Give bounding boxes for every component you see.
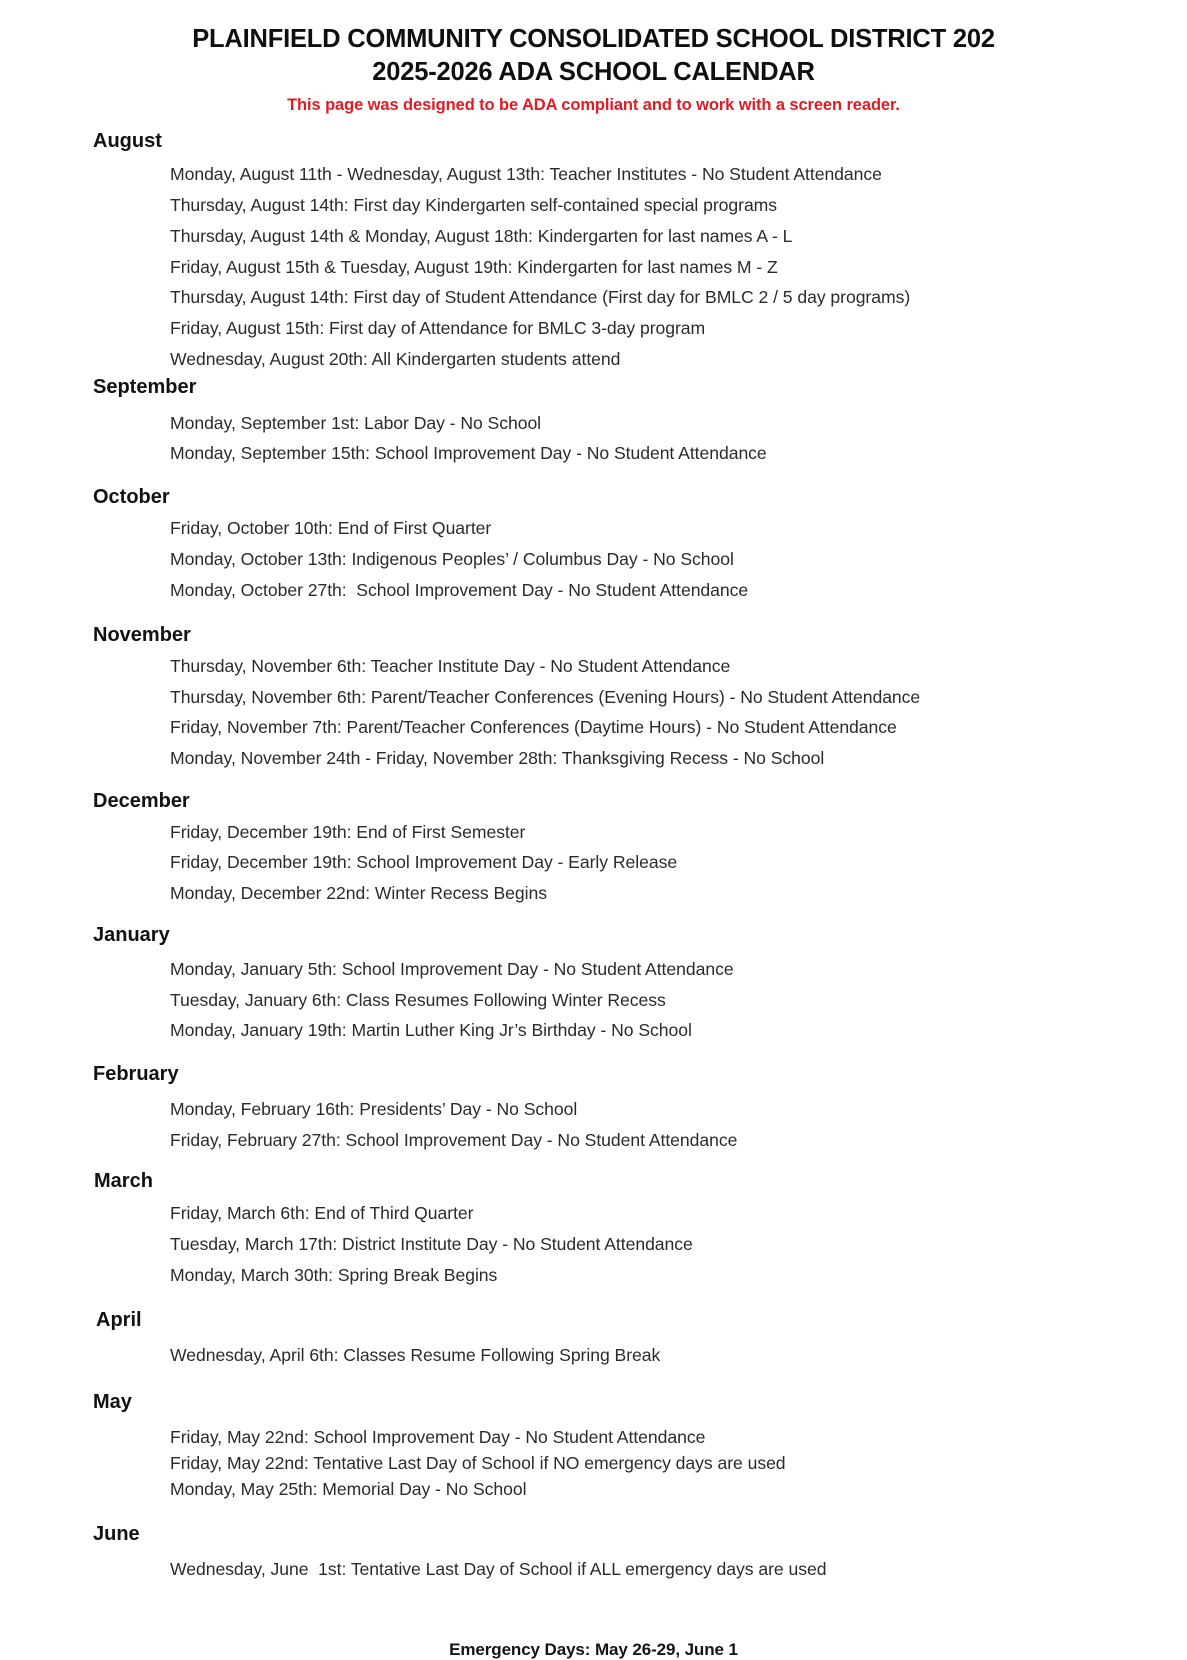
event-list-january: [0, 958, 1187, 1041]
month-heading-november: November: [93, 623, 191, 646]
calendar-event: Friday, November 7th: Parent/Teacher Conferences (Daytime Hours) - No Student Attendance: [170, 717, 897, 738]
calendar-event: Thursday, November 6th: Parent/Teacher Conferences (Evening Hours) - No Student Attendance: [170, 686, 921, 707]
month-heading-may: May: [93, 1390, 132, 1413]
calendar-event: Friday, August 15th & Tuesday, August 19th: Kindergarten for last names M - Z: [170, 256, 778, 277]
month-block-june: [0, 1524, 1187, 1579]
month-heading-april: April: [96, 1309, 142, 1332]
calendar-event: Monday, September 1st: Labor Day - No School: [170, 412, 542, 433]
calendar-event: Friday, October 10th: End of First Quarter: [170, 517, 492, 538]
district-title-line: PLAINFIELD COMMUNITY CONSOLIDATED SCHOOL DISTRICT 202: [192, 25, 995, 53]
event-list-december: [0, 821, 1187, 904]
month-heading-december: December: [93, 789, 190, 812]
month-heading-september: September: [93, 375, 197, 398]
month-block-may: [0, 1392, 1187, 1499]
calendar-event: Monday, September 15th: School Improvement Day - No Student Attendance: [170, 443, 767, 464]
month-heading-august: August: [93, 130, 162, 153]
calendar-event: Monday, October 13th: Indigenous Peoples’ / Columbus Day - No School: [170, 549, 734, 570]
month-block-march: [0, 1171, 1187, 1284]
event-list-may: [0, 1426, 1187, 1499]
calendar-event: Monday, August 11th - Wednesday, August 13th: Teacher Institutes - No Student Attendance: [170, 164, 882, 185]
page-title: [0, 23, 1187, 89]
month-heading-june: June: [93, 1522, 140, 1545]
calendar-event: Tuesday, March 17th: District Institute Day - No Student Attendance: [170, 1233, 693, 1254]
calendar-event: Monday, December 22nd: Winter Recess Begins: [170, 883, 547, 904]
month-block-february: [0, 1064, 1187, 1149]
calendar-event: Friday, December 19th: End of First Semester: [170, 821, 526, 842]
calendar-event: Wednesday, April 6th: Classes Resume Following Spring Break: [170, 1345, 661, 1366]
calendar-event: Friday, February 27th: School Improvement Day - No Student Attendance: [170, 1129, 738, 1150]
month-block-september: [0, 377, 1187, 463]
calendar-event: Wednesday, August 20th: All Kindergarten students attend: [170, 348, 621, 369]
month-heading-february: February: [93, 1062, 179, 1085]
month-block-december: [0, 791, 1187, 903]
calendar-event: Monday, November 24th - Friday, November 28th: Thanksgiving Recess - No School: [170, 748, 825, 769]
event-list-september: [0, 412, 1187, 464]
month-heading-march: March: [94, 1170, 153, 1193]
calendar-event: Monday, January 5th: School Improvement Day - No Student Attendance: [170, 958, 734, 979]
calendar-event: Tuesday, January 6th: Class Resumes Following Winter Recess: [170, 989, 666, 1010]
emergency-days-note: Emergency Days: May 26-29, June 1: [449, 1640, 738, 1660]
calendar-event: Thursday, August 14th: First day of Student Attendance (First day for BMLC 2 / 5 day programs): [170, 287, 911, 308]
event-list-march: [0, 1205, 1187, 1284]
month-heading-january: January: [93, 923, 170, 946]
event-list-august: [0, 166, 1187, 368]
calendar-title-line: 2025-2026 ADA SCHOOL CALENDAR: [372, 58, 815, 87]
calendar-event: Friday, March 6th: End of Third Quarter: [170, 1203, 474, 1224]
month-block-january: [0, 925, 1187, 1040]
calendar-months-list: [0, 131, 1187, 1578]
calendar-event: Monday, February 16th: Presidents’ Day - No School: [170, 1098, 578, 1119]
document-header: [0, 0, 1187, 115]
calendar-event: Thursday, August 14th & Monday, August 18th: Kindergarten for last names A - L: [170, 225, 793, 246]
calendar-event: Friday, December 19th: School Improvement Day - Early Release: [170, 852, 678, 873]
calendar-event: Wednesday, June 1st: Tentative Last Day of School if ALL emergency days are used: [170, 1558, 827, 1579]
calendar-event: Monday, January 19th: Martin Luther King Jr’s Birthday - No School: [170, 1020, 692, 1041]
calendar-event: Friday, August 15th: First day of Attendance for BMLC 3-day program: [170, 318, 706, 339]
calendar-event: Friday, May 22nd: School Improvement Day - No Student Attendance: [170, 1426, 706, 1447]
month-heading-october: October: [93, 485, 170, 508]
calendar-event: Monday, March 30th: Spring Break Begins: [170, 1264, 498, 1285]
ada-compliance-note: This page was designed to be ADA compliant and to work with a screen reader.: [287, 96, 900, 115]
event-list-february: [0, 1098, 1187, 1150]
document-footer: [0, 1640, 1187, 1660]
month-block-october: [0, 487, 1187, 600]
calendar-event: Friday, May 22nd: Tentative Last Day of School if NO emergency days are used: [170, 1452, 786, 1473]
event-list-november: [0, 655, 1187, 769]
event-list-june: [0, 1558, 1187, 1579]
month-block-november: [0, 625, 1187, 768]
calendar-event: Thursday, August 14th: First day Kindergarten self-contained special programs: [170, 195, 778, 216]
calendar-event: Thursday, November 6th: Teacher Institute Day - No Student Attendance: [170, 655, 731, 676]
month-block-august: [0, 131, 1187, 368]
calendar-event: Monday, October 27th: School Improvement Day - No Student Attendance: [170, 580, 749, 601]
event-list-october: [0, 517, 1187, 601]
calendar-event: Monday, May 25th: Memorial Day - No School: [170, 1478, 527, 1499]
month-block-april: [0, 1310, 1187, 1365]
event-list-april: [0, 1347, 1187, 1365]
